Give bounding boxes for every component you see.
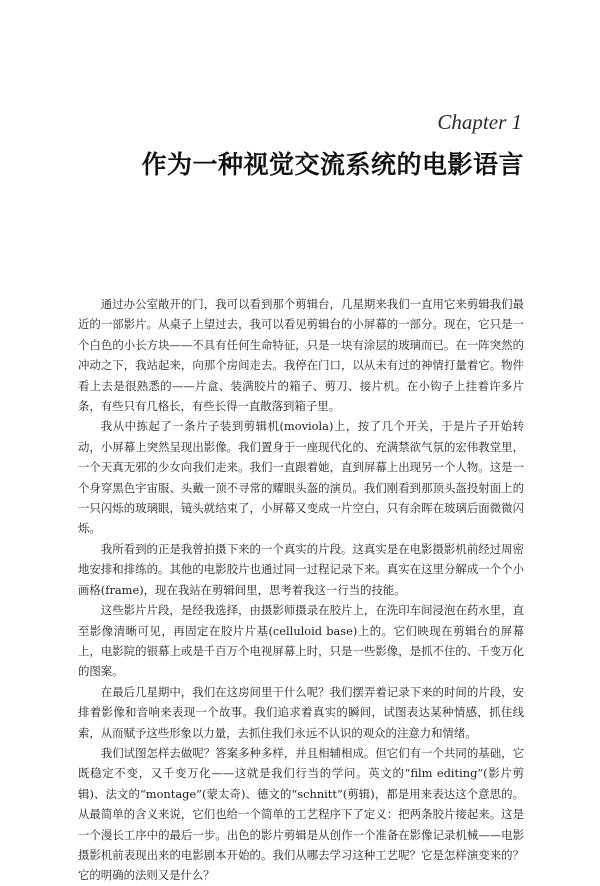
paragraph: 这些影片片段，是经我选择，由摄影师摄录在胶片上，在洗印车间浸泡在药水里，直至影像清晰可见，再固定在胶片片基(celluloid base)上的。它们映现在剪辑台的屏幕上，电影院的银幕上或是千百万个电视屏幕上时，只是一些影像，是抓不住的、千变万化的图案。 xyxy=(78,603,524,679)
paragraph: 我们试图怎样去做呢？答案多种多样，并且相辅相成。但它们有一个共同的基础，它既稳定不变，又千变万化——这就是我们行当的学问。英文的“film editing”(影片剪辑)、法文的“montage”(蒙太奇)、德文的“schnitt”(剪辑)，都是用来表达这个意思的。从最简单的含义来说，它们也给一个简单的工艺程序下了定义：把两条胶片接起来。这是一个漫长工序中的最后一步。出色的影片剪辑是从创作一个准备在影像记录机械——电影摄影机前表现出来的电影剧本开始的。我们从哪去学习这种工艺呢？它是怎样演变来的？它的明确的法则又是什么？ xyxy=(78,745,524,883)
paragraph: 我从中拣起了一条片子装到剪辑机(moviola)上，按了几个开关，于是片子开始转动，小屏幕上突然呈现出影像。我们置身于一座现代化的、充满禁欲气氛的宏伟教堂里，一个天真无邪的少女向我们走来。我们一直跟着她，直到屏幕上出现另一个人物。这是一个身穿黑色宇宙服、头戴一顶不寻常的耀眼头盔的演员。我们刚看到那顶头盔投射面上的一只闪烁的玻璃眼，镜头就结束了，小屏幕又变成一片空白，只有余晖在玻璃后面微微闪烁。 xyxy=(78,419,524,536)
chapter-number: Chapter 1 xyxy=(437,110,522,134)
paragraph: 在最后几星期中，我们在这房间里干什么呢？我们摆弄着记录下来的时间的片段，安排着影像和音响来表现一个故事。我们追求着真实的瞬间，试图表达某种情感，抓住线索，从而赋予这些形象以力量，去抓住我们永远不认识的观众的注意力和情绪。 xyxy=(78,684,524,740)
chapter-body xyxy=(78,294,524,886)
chapter-title: 作为一种视觉交流系统的电影语言 xyxy=(141,150,524,179)
paragraph: 我所看到的正是我曾拍摄下来的一个真实的片段。这真实是在电影摄影机前经过周密地安排和排练的。其他的电影胶片也通过同一过程记录下来。真实在这里分解成一个个小画格(frame)，现在我站在剪辑间里，思考着我这一行当的技能。 xyxy=(78,541,524,597)
paragraph: 通过办公室敞开的门，我可以看到那个剪辑台，几星期来我们一直用它来剪辑我们最近的一部影片。从桌子上望过去，我可以看见剪辑台的小屏幕的一部分。现在，它只是一个白色的小长方块——不具有任何生命特征，只是一块有涂层的玻璃而已。在一阵突然的冲动之下，我站起来，向那个房间走去。我停在门口，以从未有过的神情打量着它。物件看上去是很熟悉的——片盒、装满胶片的箱子、剪刀、接片机。在小钩子上挂着许多片条，有些只有几格长，有些长得一直散落到箱子里。 xyxy=(78,297,524,414)
